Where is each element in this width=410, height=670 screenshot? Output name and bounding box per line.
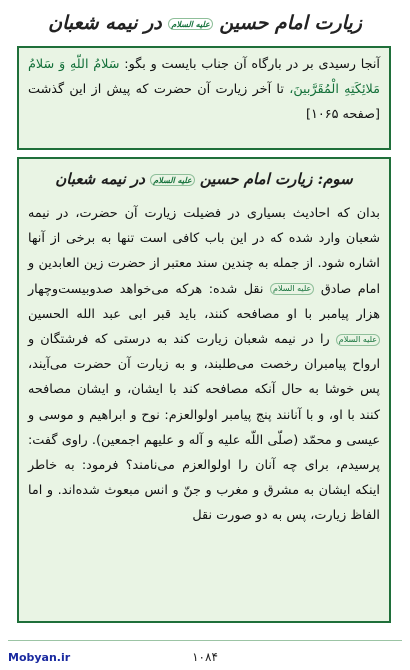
page-title-text: زیارت امام حسین: [219, 12, 362, 34]
footer-divider: [8, 640, 402, 641]
page-title-suffix: در نیمه شعبان: [48, 12, 162, 34]
paragraph-body-part3: را در نیمه شعبان زیارت كند به درستی كه فرشتگان و ارواح پیامبران رخصت می‌طلبند، و به زیارت آن حضرت می‌آیند، پس خوشا به حال آنكه مصافحه كند با ایشان، و ایشان مصافحه كنند با او، و با آنانند پنج پیامبر اولوالعزم: نوح و ابراهیم و موسی و عیسی و محمّد (صلّی اللّه علیه و آله و علیهم اجمعین). راوی گفت: پرسیدم، برای چه آنان را اولوالعزم می‌نامند؟ فرمود: به خاطر اینكه ایشان به مشرق و مغرب و جنّ و انس مبعوث شده‌اند. و اما الفاظ زیارت، پس به دو صورت نقل: [28, 332, 380, 524]
section-heading-suffix: در نیمه شعبان: [55, 170, 145, 188]
section-heading-text: سوم: زیارت امام حسین: [199, 170, 353, 188]
paragraph-intro-part2: تا آخر زیارت آن حضرت كه پیش از این گذشت [صفحه ۱۰۶۵]: [28, 82, 380, 123]
text-panel-top: [17, 46, 391, 150]
paragraph-body-part1: بدان كه احادیث بسیاری در فضیلت زیارت آن حضرت، در نیمه شعبان وارد شده كه در این باب كافی است تنها به برخی از آنها اشاره شود. از جمله به چندین سند معتبر از حضرت زین العابدین و امام صادق: [28, 206, 380, 297]
section-heading: [19, 165, 389, 193]
paragraph-intro-part1: آنجا رسیدی بر در بارگاه آن جناب بایست و بگو:: [124, 57, 380, 72]
honorific-mark: عليه السلام: [336, 334, 380, 346]
page-footer: [0, 626, 410, 670]
paragraph-body-part2: نقل شده: هركه می‌خواهد صدوبیست‌وچهار هزار پیامبر با او مصافحه كنند، باید قبر ابی عبد الله الحسین: [28, 281, 380, 322]
text-panel-main: [17, 157, 391, 623]
page-number: ۱۰۸۴: [192, 650, 218, 664]
paragraph-body: [28, 201, 380, 529]
honorific-mark: عليه السلام: [270, 283, 314, 295]
page-title: [0, 6, 410, 40]
honorific-mark: عليه السلام: [168, 18, 212, 30]
arabic-salutation: سَلامُ اللّهِ وَ سَلامُ مَلائِكَتِهِ الْمُقَرَّبینَ،: [28, 57, 380, 98]
paragraph-intro: [28, 52, 380, 128]
watermark: Mobyan.ir: [8, 651, 71, 664]
honorific-mark: عليه السلام: [150, 174, 194, 186]
